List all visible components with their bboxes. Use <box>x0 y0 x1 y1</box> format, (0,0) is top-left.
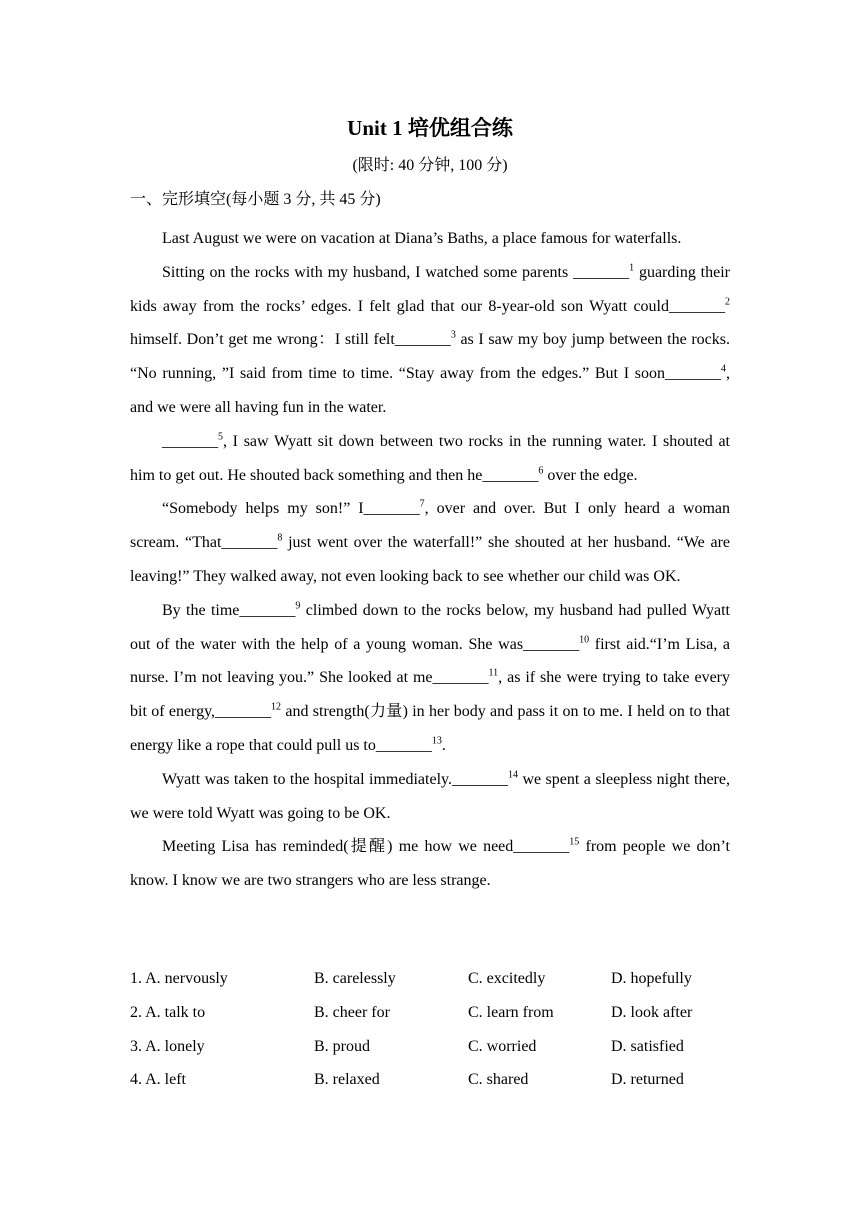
blank-number: 15 <box>569 837 580 849</box>
section-heading: 一、完形填空(每小题 3 分, 共 45 分) <box>130 191 381 208</box>
paragraph-5 <box>130 594 730 763</box>
page-title: Unit 1 培优组合练 <box>347 116 513 140</box>
text-run: , and we were all having fun in the water. <box>130 365 730 416</box>
cloze-passage <box>130 222 730 898</box>
option-c: C. worried <box>468 1037 537 1055</box>
blank-number: 4 <box>721 363 726 375</box>
option-b: B. proud <box>314 1037 370 1055</box>
paragraph-7 <box>130 830 730 898</box>
text-run: as I saw my boy jump between the rocks. “No running, ”I said from time to time. “Stay away from the edges.” But I soon_______ <box>130 331 730 383</box>
text-run: just went over the waterfall!” she shouted at her husband. “We are leaving!” They walked away, not even looking back to see whether our child was OK. <box>130 534 730 585</box>
text-run: first aid.“I’m Lisa, a nurse. I’m not leaving you.” She looked at me_______ <box>130 635 731 687</box>
paragraph-3 <box>130 425 730 493</box>
blank-number: 7 <box>419 499 425 511</box>
option-d: D. satisfied <box>611 1037 684 1055</box>
text-run: , as if she were trying to take every bit of energy,_______ <box>130 669 730 721</box>
text-run: By the time_______ <box>162 601 296 619</box>
text-run: we spent a sleepless night there, we were told Wyatt was going to be OK. <box>130 770 730 822</box>
text-run: , over and over. But I only heard a woman scream. “That_______ <box>130 500 731 552</box>
question-2-options <box>130 996 730 1030</box>
text-run: “Somebody helps my son!” I_______ <box>162 500 420 518</box>
option-a: 1. A. nervously <box>130 970 228 987</box>
option-a: 2. A. talk to <box>130 1003 206 1021</box>
text-run: from people we don’t know. I know we are two strangers who are less strange. <box>130 838 730 890</box>
option-c: C. excitedly <box>468 970 546 987</box>
blank-number: 11 <box>488 668 499 680</box>
paragraph-1: Last August we were on vacation at Diana’s Baths, a place famous for waterfalls. <box>162 230 682 247</box>
text-run: himself. Don’t get me wrong：I still felt_______ <box>130 331 451 349</box>
blank-number: 9 <box>295 600 301 612</box>
text-run: guarding their kids away from the rocks’ edges. I felt glad that our 8-year-old son Wyatt could_______ <box>130 263 730 315</box>
option-d: D. returned <box>611 1071 684 1089</box>
blank-number: 1 <box>629 262 635 274</box>
blank-number: 6 <box>538 465 544 477</box>
text-run: over the edge. <box>543 466 638 484</box>
option-c: C. shared <box>468 1071 529 1089</box>
blank-number: 8 <box>277 532 283 544</box>
blank-number: 14 <box>507 769 518 781</box>
text-run: , I saw Wyatt sit down between two rocks in the running water. I shouted at him to get out. He shouted back something and then he_______ <box>130 432 730 484</box>
blank-number: 10 <box>579 634 590 646</box>
blank-number: 2 <box>725 296 730 308</box>
blank-number: 12 <box>271 701 282 713</box>
text-run: and strength(力量) in her body and pass it on to me. I held on to that energy like a rope that could pull us to_______ <box>130 703 730 754</box>
blank-number: 5 <box>218 431 223 443</box>
option-d: D. hopefully <box>611 970 692 987</box>
text-run: _______ <box>162 432 218 450</box>
blank-number: 3 <box>450 330 456 342</box>
text-run: Sitting on the rocks with my husband, I watched some parents _______ <box>162 263 630 281</box>
blank-number: 13 <box>431 735 442 747</box>
option-a: 3. A. lonely <box>130 1037 205 1055</box>
text-run: Meeting Lisa has reminded(提醒) me how we need_______ <box>162 838 570 856</box>
time-limit-subtitle: (限时: 40 分钟, 100 分) <box>352 157 508 174</box>
question-1-options <box>130 962 730 996</box>
answer-options <box>130 962 730 1097</box>
option-c: C. learn from <box>468 1003 554 1021</box>
option-b: B. cheer for <box>314 1003 390 1021</box>
option-d: D. look after <box>611 1003 693 1021</box>
paragraph-6 <box>130 763 730 831</box>
option-b: B. carelessly <box>314 970 396 987</box>
paragraph-4 <box>130 492 730 593</box>
option-b: B. relaxed <box>314 1071 380 1089</box>
question-4-options <box>130 1063 730 1097</box>
text-run: . <box>441 736 446 754</box>
text-run: climbed down to the rocks below, my husband had pulled Wyatt out of the water with the help of a young woman. She was_______ <box>130 601 731 653</box>
question-3-options <box>130 1030 730 1064</box>
option-a: 4. A. left <box>130 1071 186 1089</box>
paragraph-2 <box>130 256 730 425</box>
text-run: Wyatt was taken to the hospital immediately._______ <box>162 770 508 788</box>
